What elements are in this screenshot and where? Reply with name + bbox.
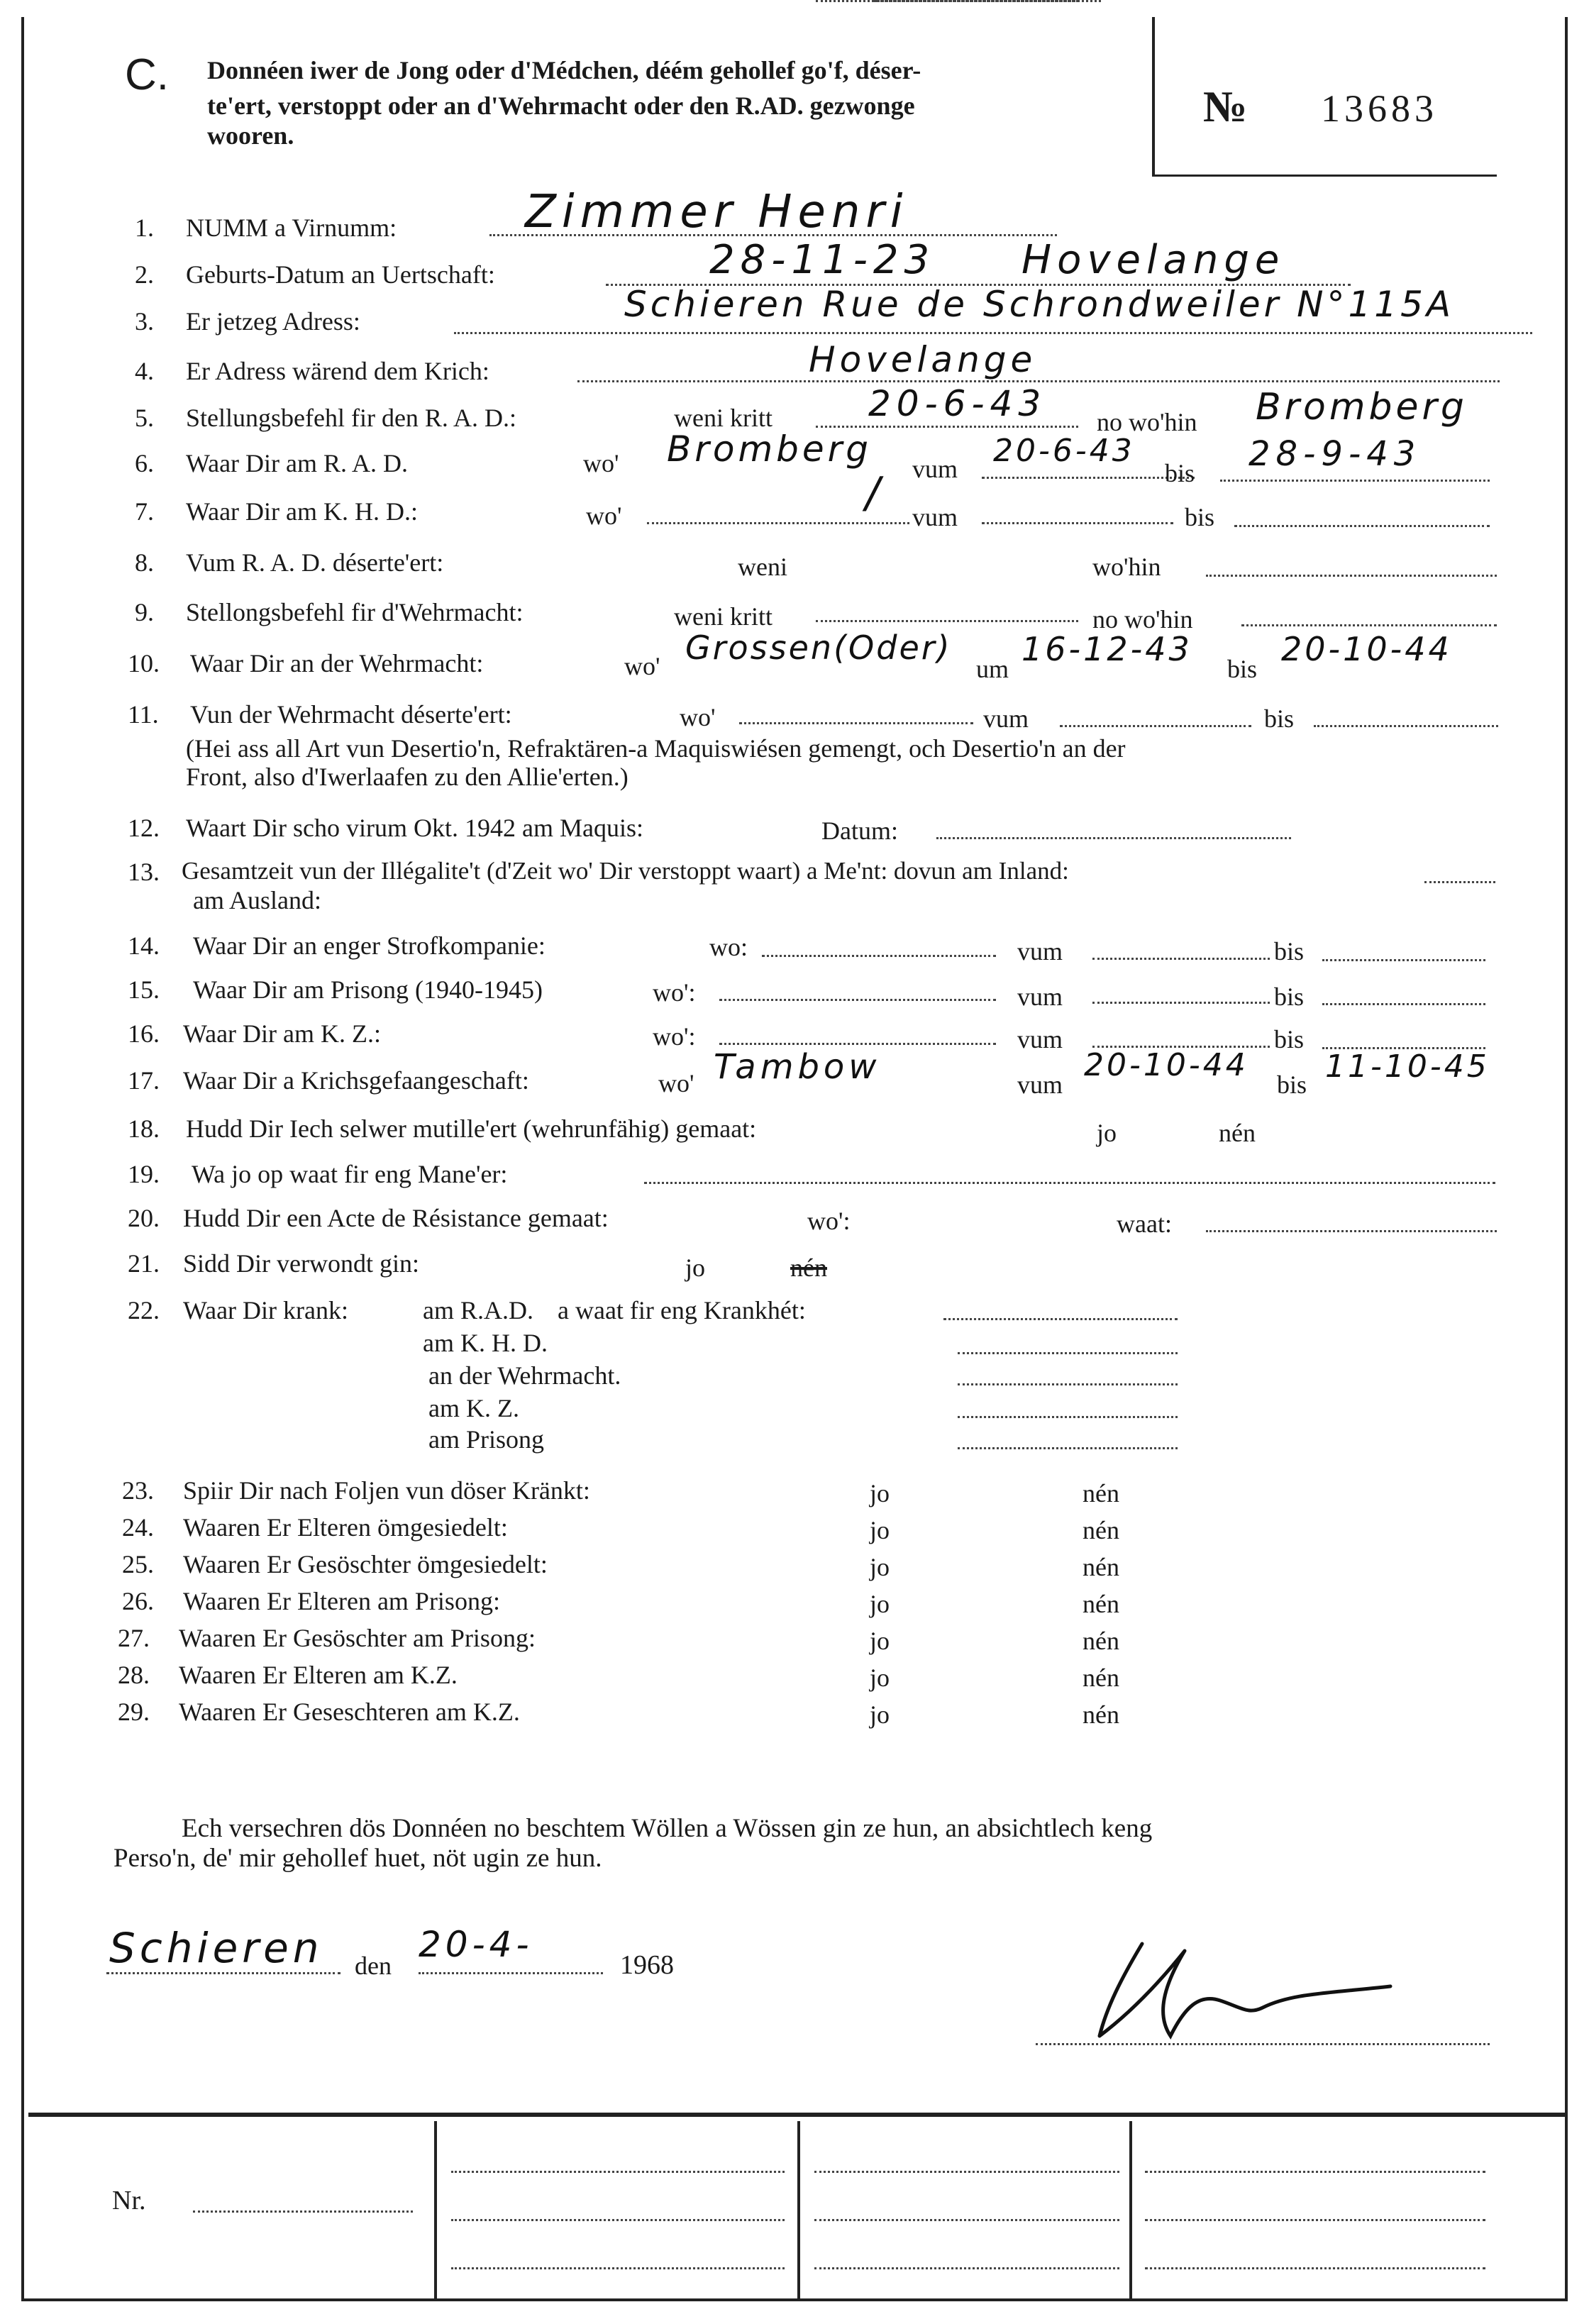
sign-place-line[interactable] [106, 1972, 340, 1974]
birth-place-value: Hovelange [1022, 237, 1285, 283]
label-bis: bis [1274, 983, 1305, 1011]
label-um: um [976, 655, 1009, 683]
line-number: 13. [128, 858, 160, 886]
option-jo[interactable]: jo [870, 1664, 890, 1692]
label-elteren-prisong: Waaren Er Elteren am Prisong: [183, 1587, 500, 1615]
label-wehrmacht-desert: Vun der Wehrmacht déserte'ert: [190, 700, 512, 729]
footer-cell-line[interactable] [814, 2219, 1119, 2221]
label-den: den [355, 1952, 392, 1980]
footer-cell-line[interactable] [451, 2171, 785, 2173]
label-strofkompanie: Waar Dir an enger Strofkompanie: [193, 931, 546, 960]
option-nen-struck[interactable]: nén [790, 1254, 827, 1282]
label-vum: vum [912, 503, 958, 531]
label-wo: wo': [807, 1207, 851, 1235]
wehrmacht-order-date-line[interactable] [816, 620, 1078, 622]
option-jo[interactable]: jo [870, 1479, 890, 1507]
inland-line[interactable] [1424, 881, 1495, 883]
footer-cell-line[interactable] [451, 2219, 785, 2221]
rad-place-value: Bromberg [667, 428, 872, 470]
rad-order-date-line[interactable] [816, 426, 1078, 428]
strofkompanie-place-line[interactable] [762, 955, 996, 957]
page-border-right [1565, 17, 1568, 2301]
header-title-line-3: wooren. [207, 121, 294, 150]
footer-nr-label: Nr. [112, 2186, 146, 2215]
header-divider [1152, 17, 1155, 175]
option-nen[interactable]: nén [1219, 1119, 1256, 1147]
label-bis: bis [1185, 503, 1215, 531]
label-birth: Geburts-Datum an Uertschaft: [186, 260, 495, 289]
label-no-wohin: no wo'hin [1092, 605, 1193, 633]
label-waat: waat: [1117, 1210, 1172, 1238]
line-number: 24. [122, 1513, 154, 1542]
label-wo: wo' [586, 502, 622, 530]
label-geschwister-prisong: Waaren Er Gesöschter am Prisong: [179, 1624, 536, 1652]
line-number: 23. [122, 1476, 154, 1505]
label-war-address: Er Adress wärend dem Krich: [186, 357, 489, 385]
khd-mark: / [865, 468, 886, 518]
line-number: 2. [135, 260, 154, 289]
label-wo: wo' [658, 1069, 694, 1097]
rad-order-date-value: 20-6-43 [868, 383, 1047, 424]
label-prisong: Waar Dir am Prisong (1940-1945) [193, 975, 543, 1004]
strofkompanie-from-line[interactable] [1092, 958, 1270, 960]
label-bis: bis [1227, 655, 1258, 683]
war-address-field-line[interactable] [577, 380, 1500, 382]
line-number: 9. [135, 598, 154, 626]
sign-date-line[interactable] [419, 1972, 603, 1974]
label-weni-kritt: weni kritt [674, 602, 773, 631]
line-number: 11. [128, 700, 159, 729]
option-jo[interactable]: jo [870, 1516, 890, 1544]
birth-date-value: 28-11-23 [709, 237, 936, 283]
label-krank-khd: am K. H. D. [423, 1329, 548, 1357]
page-border-left [21, 17, 24, 2301]
khd-from-line[interactable] [982, 522, 1173, 524]
label-kz: Waar Dir am K. Z.: [183, 1019, 381, 1048]
footer-cell-line[interactable] [451, 2267, 785, 2269]
label-wo: wo' [624, 652, 660, 680]
header-title-line-2: te'ert, verstoppt oder an d'Wehrmacht oder den R.AD. gezwonge [207, 92, 915, 120]
krank-rad-line[interactable] [943, 1318, 1178, 1320]
option-nen[interactable]: nén [1083, 1627, 1119, 1655]
option-nen[interactable]: nén [1083, 1664, 1119, 1692]
line-number: 20. [128, 1204, 160, 1232]
label-elteren-kz: Waaren Er Elteren am K.Z. [179, 1661, 458, 1689]
label-foljen: Spiir Dir nach Foljen vun döser Kränkt: [183, 1476, 590, 1505]
label-vum: vum [1017, 937, 1063, 965]
label-illegalite: Gesamtzeit vun der Illégalite't (d'Zeit wo' Dir verstoppt waart) a Me'nt: dovun am Inland: [182, 857, 1069, 885]
footer-divider-3 [1129, 2121, 1132, 2300]
label-krank-wehrmacht: an der Wehrmacht. [428, 1361, 621, 1390]
label-krank: Waar Dir krank: [183, 1296, 348, 1324]
label-mutille: Hudd Dir Iech selwer mutille'ert (wehrunfähig) gemaat: [186, 1114, 757, 1143]
label-name: NUMM a Virnumm: [186, 214, 397, 242]
label-ausland: am Ausland: [193, 886, 321, 914]
address-value: Schieren Rue de Schrondweiler N°115A [624, 284, 1455, 325]
krank-wehrmacht-line[interactable] [958, 1383, 1178, 1385]
declaration-line-2: Perso'n, de' mir gehollef huet, nöt ugin ze hun. [114, 1844, 602, 1873]
label-geschwister-kz: Waaren Er Geseschteren am K.Z. [179, 1698, 520, 1726]
line-number: 14. [128, 931, 160, 960]
maneer-line[interactable] [644, 1182, 1495, 1184]
footer-divider-2 [797, 2121, 800, 2300]
label-pow: Waar Dir a Krichsgefaangeschaft: [183, 1066, 529, 1095]
line-number: 18. [128, 1114, 160, 1143]
signature-line[interactable] [1036, 2043, 1490, 2045]
option-jo[interactable]: jo [870, 1627, 890, 1655]
rad-from-line[interactable] [982, 477, 1195, 479]
label-no-wohin: no wo'hin [1097, 408, 1197, 436]
line-number: 26. [122, 1587, 154, 1615]
sign-place-value: Schieren [109, 1924, 323, 1972]
prisong-from-line[interactable] [1092, 1002, 1270, 1004]
line-number: 28. [118, 1661, 150, 1689]
option-nen[interactable]: nén [1083, 1700, 1119, 1729]
footer-top-rule [28, 2113, 1565, 2117]
footer-cell-line[interactable] [814, 2171, 1119, 2173]
option-nen[interactable]: nén [1083, 1553, 1119, 1581]
label-weni: weni [738, 553, 787, 581]
section-letter: C. [125, 50, 169, 99]
label-vum: vum [1017, 1025, 1063, 1053]
option-nen[interactable]: nén [1083, 1590, 1119, 1618]
label-khd: Waar Dir am K. H. D.: [186, 497, 419, 526]
prisong-to-line[interactable] [1322, 1003, 1485, 1005]
wehrmacht-order-place-line[interactable] [1241, 624, 1497, 626]
rad-desert-place-line[interactable] [1206, 575, 1497, 577]
wehrmacht-to-value: 20-10-44 [1281, 630, 1452, 668]
line-11-note-2: Front, also d'Iwerlaafen zu den Allie'erten.) [186, 763, 629, 791]
line-number: 3. [135, 307, 154, 336]
strofkompanie-to-line[interactable] [1322, 959, 1485, 961]
line-number: 4. [135, 357, 154, 385]
line-number: 19. [128, 1160, 160, 1188]
label-bis: bis [1274, 1025, 1305, 1053]
rad-to-value: 28-9-43 [1248, 434, 1422, 474]
label-wehrmacht: Waar Dir an der Wehrmacht: [190, 649, 484, 677]
footer-nr-line[interactable] [193, 2210, 413, 2213]
khd-to-line[interactable] [1234, 525, 1490, 527]
line-number: 22. [128, 1296, 160, 1324]
label-verwondt: Sidd Dir verwondt gin: [183, 1249, 419, 1278]
resistance-what-line[interactable] [1206, 1230, 1497, 1232]
label-weni-kritt: weni kritt [674, 404, 773, 432]
line-number: 21. [128, 1249, 160, 1278]
label-vum: vum [912, 455, 958, 483]
prisong-place-line[interactable] [719, 999, 996, 1001]
option-nen[interactable]: nén [1083, 1479, 1119, 1507]
option-jo[interactable]: jo [870, 1553, 890, 1581]
line-number: 27. [118, 1624, 150, 1652]
pow-to-value: 11-10-45 [1325, 1048, 1490, 1085]
name-value: Zimmer Henri [525, 186, 909, 238]
wehrmacht-from-value: 16-12-43 [1022, 630, 1192, 668]
line-number: 12. [128, 814, 160, 842]
option-jo[interactable]: jo [870, 1700, 890, 1729]
label-wo: wo': [653, 1022, 696, 1051]
label-bis: bis [1165, 459, 1195, 487]
form-number: 13683 [1321, 87, 1438, 130]
wehrmacht-desert-place-line[interactable] [739, 722, 973, 724]
declaration-line-1: Ech versechren dös Donnéen no beschtem Wöllen a Wössen gin ze hun, an absichtlech keng [182, 1814, 1153, 1843]
label-maquis: Waart Dir scho virum Okt. 1942 am Maquis: [186, 814, 643, 842]
krank-prisong-line[interactable] [958, 1447, 1178, 1449]
line-number: 5. [135, 404, 154, 432]
footer-cell-line[interactable] [814, 2267, 1119, 2269]
label-wo: wo': [653, 978, 696, 1007]
rad-order-place-value: Bromberg [1256, 386, 1468, 428]
option-nen[interactable]: nén [1083, 1516, 1119, 1544]
line-number: 17. [128, 1066, 160, 1095]
krank-kz-line[interactable] [958, 1416, 1178, 1418]
footer-cell-line[interactable] [1145, 2171, 1485, 2173]
label-wohin: wo'hin [1092, 553, 1161, 581]
line-number: 16. [128, 1019, 160, 1048]
label-wehrmacht-order: Stellongsbefehl fir d'Wehrmacht: [186, 598, 524, 626]
sign-year: 1968 [620, 1950, 674, 1980]
label-krank-rad: am R.A.D. [423, 1296, 533, 1324]
label-resistance: Hudd Dir een Acte de Résistance gemaat: [183, 1204, 609, 1232]
label-bis: bis [1274, 937, 1305, 965]
rad-from-value: 20-6-43 [993, 433, 1135, 469]
label-maneer: Wa jo op waat fir eng Mane'er: [192, 1160, 508, 1188]
label-geschwister-gesiedelt: Waaren Er Gesöschter ömgesiedelt: [183, 1550, 548, 1578]
address-field-line[interactable] [454, 332, 1532, 334]
line-number: 29. [118, 1698, 150, 1726]
number-label: № [1203, 83, 1248, 131]
line-number: 7. [135, 497, 154, 526]
label-bis: bis [1277, 1070, 1307, 1099]
line-number: 8. [135, 548, 154, 577]
header-title-line-1: Donnéen iwer de Jong oder d'Médchen, déém gehollef go'f, déser- [207, 56, 921, 84]
footer-cell-line[interactable] [1145, 2219, 1485, 2221]
label-wo: wo: [709, 933, 748, 961]
label-rad: Waar Dir am R. A. D. [186, 449, 409, 477]
footer-cell-line[interactable] [1145, 2267, 1485, 2269]
label-address: Er jetzeg Adress: [186, 307, 360, 336]
option-jo[interactable]: jo [685, 1254, 706, 1282]
label-krank-prisong: am Prisong [428, 1425, 545, 1454]
option-jo[interactable]: jo [870, 1590, 890, 1618]
option-jo[interactable]: jo [1097, 1119, 1117, 1147]
wehrmacht-place-value: Grossen(Oder) [685, 629, 952, 667]
signature [1078, 1930, 1419, 2050]
wehrmacht-desert-to-line[interactable] [1314, 725, 1498, 727]
line-number: 15. [128, 975, 160, 1004]
header-rule [1152, 175, 1497, 177]
khd-place-line[interactable] [647, 522, 909, 524]
line-number: 10. [128, 649, 160, 677]
label-wo: wo' [680, 703, 716, 731]
pow-from-value: 20-10-44 [1084, 1047, 1248, 1083]
line-number: 1. [135, 214, 154, 242]
kz-place-line[interactable] [719, 1043, 996, 1045]
label-elteren-gesiedelt: Waaren Er Elteren ömgesiedelt: [183, 1513, 508, 1542]
line-number: 6. [135, 449, 154, 477]
war-address-value: Hovelange [809, 339, 1037, 380]
label-vum: vum [1017, 1070, 1063, 1099]
label-krankhet: a waat fir eng Krankhét: [558, 1296, 806, 1324]
label-bis: bis [1264, 704, 1295, 733]
label-rad-desert: Vum R. A. D. déserte'ert: [186, 548, 444, 577]
resistance-place-line[interactable] [874, 0, 1101, 2]
footer-divider-1 [434, 2121, 437, 2300]
rad-to-line[interactable] [1220, 480, 1490, 482]
maquis-date-line[interactable] [936, 837, 1291, 839]
page-border-bottom [21, 2298, 1568, 2301]
line-11-note-1: (Hei ass all Art vun Desertio'n, Refraktären-a Maquiswiésen gemengt, och Desertio'n an der [186, 734, 1126, 763]
label-datum: Datum: [821, 817, 898, 845]
label-rad-order: Stellungsbefehl fir den R. A. D.: [186, 404, 516, 432]
line-number: 25. [122, 1550, 154, 1578]
sign-date-value: 20-4- [419, 1924, 533, 1965]
wehrmacht-desert-from-line[interactable] [1060, 725, 1251, 727]
label-vum: vum [983, 704, 1029, 733]
krank-khd-line[interactable] [958, 1352, 1178, 1354]
label-wo: wo' [583, 449, 619, 477]
pow-place-value: Tambow [714, 1047, 881, 1087]
label-vum: vum [1017, 983, 1063, 1011]
label-krank-kz: am K. Z. [428, 1394, 519, 1422]
